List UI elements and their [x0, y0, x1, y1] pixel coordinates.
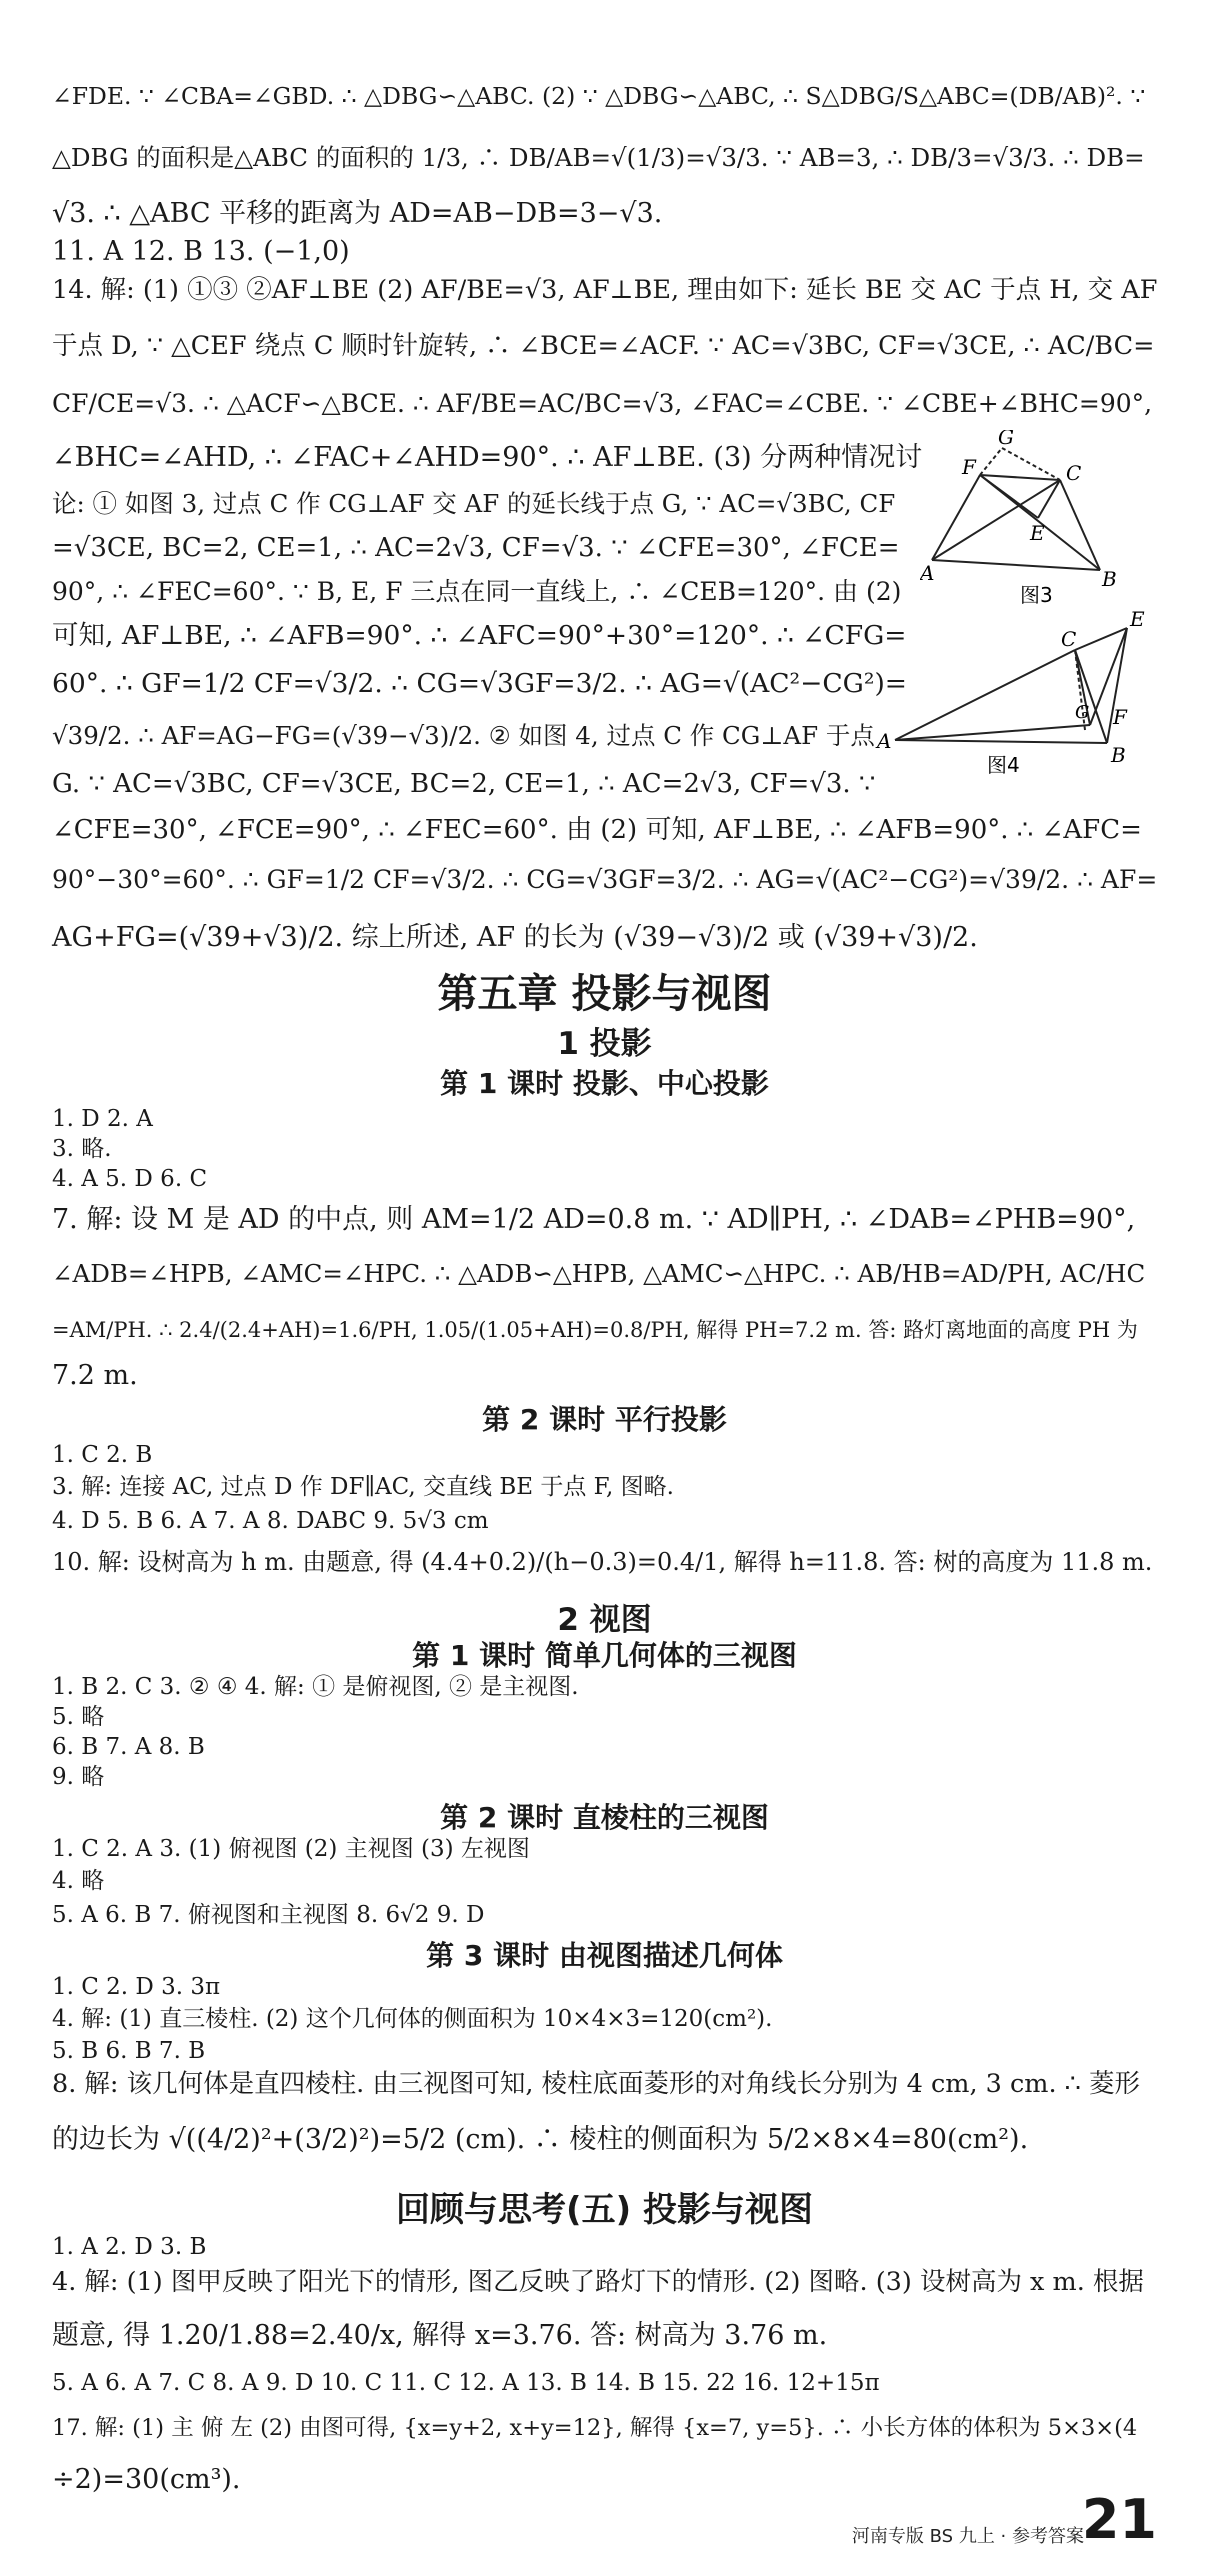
text-line: =√3CE, BC=2, CE=1, ∴ AC=2√3, CF=√3. ∵ ∠CFE=30°, ∠FCE= [52, 533, 900, 563]
chapter-title: 第五章 投影与视图 [437, 971, 772, 1017]
lesson-title: 第 3 课时 由视图描述几何体 [426, 1939, 783, 1972]
text-line: G. ∵ AC=√3BC, CF=√3CE, BC=2, CE=1, ∴ AC=2√3, CF=√3. ∵ [52, 769, 876, 799]
answer-line: 4. 略 [52, 1868, 105, 1894]
text-line: 于点 D, ∵ △CEF 绕点 C 顺时针旋转, ∴ ∠BCE=∠ACF. ∵ AC=√3BC, CF=√3CE, ∴ AC/BC= [52, 331, 1155, 361]
fig4-label-a: A [877, 729, 892, 753]
text-line: AG+FG=(√39+√3)/2. 综上所述, AF 的长为 (√39−√3)/2 或 (√39+√3)/2. [52, 922, 978, 953]
answer-line: 8. 解: 该几何体是直四棱柱. 由三视图可知, 棱柱底面菱形的对角线长分别为 4 cm, 3 cm. ∴ 菱形 [52, 2069, 1140, 2099]
answer-line: ÷2)=30(cm³). [52, 2464, 241, 2495]
answer-line: 7.2 m. [52, 1360, 138, 1391]
answer-line: 7. 解: 设 M 是 AD 的中点, 则 AM=1/2 AD=0.8 m. ∵ AD∥PH, ∴ ∠DAB=∠PHB=90°, [52, 1204, 1136, 1235]
fig4-label-f: F [1113, 705, 1127, 729]
section-title: 1 投影 [557, 1026, 652, 1062]
answer-line: 3. 解: 连接 AC, 过点 D 作 DF∥AC, 交直线 BE 于点 F, 图略. [52, 1474, 674, 1500]
figure-3 [920, 430, 1160, 610]
figure-4 [875, 600, 1165, 780]
text-line: ∠BHC=∠AHD, ∴ ∠FAC+∠AHD=90°. ∴ AF⊥BE. (3) 分两种情况讨 [52, 442, 923, 473]
text-line: ∠CFE=30°, ∠FCE=90°, ∴ ∠FEC=60°. 由 (2) 可知, AF⊥BE, ∴ ∠AFB=90°. ∴ ∠AFC= [52, 815, 1142, 845]
section-title: 2 视图 [557, 1602, 652, 1638]
text-line: 14. 解: (1) ①③ ②AF⊥BE (2) AF/BE=√3, AF⊥BE, 理由如下: 延长 BE 交 AC 于点 H, 交 AF [52, 275, 1158, 305]
answer-line: 的边长为 √((4/2)²+(3/2)²)=5/2 (cm). ∴ 棱柱的侧面积为 5/2×8×4=80(cm²). [52, 2124, 1029, 2155]
page-number: 21 [1081, 2488, 1157, 2551]
fig3-label-g: G [998, 430, 1014, 449]
fig3-label-e: E [1030, 521, 1045, 545]
answer-line: 1. B 2. C 3. ② ④ 4. 解: ① 是俯视图, ② 是主视图. [52, 1674, 579, 1700]
fig3-label-a: A [920, 561, 935, 585]
fig4-label-c: C [1061, 627, 1077, 651]
answer-line: 1. C 2. A 3. (1) 俯视图 (2) 主视图 (3) 左视图 [52, 1836, 530, 1862]
answer-line: 1. A 2. D 3. B [52, 2234, 207, 2260]
answer-line: 5. A 6. B 7. 俯视图和主视图 8. 6√2 9. D [52, 1902, 485, 1928]
answer-line: ∠ADB=∠HPB, ∠AMC=∠HPC. ∴ △ADB∽△HPB, △AMC∽△HPC. ∴ AB/HB=AD/PH, AC/HC [52, 1259, 1146, 1288]
answer-line: 1. C 2. D 3. 3π [52, 1974, 221, 2000]
text-line: CF/CE=√3. ∴ △ACF∽△BCE. ∴ AF/BE=AC/BC=√3, ∠FAC=∠CBE. ∵ ∠CBE+∠BHC=90°, [52, 389, 1153, 418]
answer-line: 5. 略 [52, 1704, 105, 1730]
answer-line: 4. 解: (1) 图甲反映了阳光下的情形, 图乙反映了路灯下的情形. (2) 图略. (3) 设树高为 x m. 根据 [52, 2267, 1144, 2297]
answer-line: 17. 解: (1) 主 俯 左 (2) 由图可得, {x=y+2, x+y=12}, 解得 {x=7, y=5}. ∴ 小长方体的体积为 5×3×(4 [52, 2415, 1138, 2441]
review-title: 回顾与思考(五) 投影与视图 [396, 2190, 813, 2230]
fig4-label-g: G [1075, 702, 1090, 723]
fig4-label-b: B [1111, 743, 1126, 767]
text-line: 90°, ∴ ∠FEC=60°. ∵ B, E, F 三点在同一直线上, ∴ ∠CEB=120°. 由 (2) [52, 577, 902, 606]
answer-line: 1. D 2. A [52, 1106, 153, 1132]
text-line: √3. ∴ △ABC 平移的距离为 AD=AB−DB=3−√3. [52, 198, 663, 229]
text-line: 90°−30°=60°. ∴ GF=1/2 CF=√3/2. ∴ CG=√3GF=3/2. ∴ AG=√(AC²−CG²)=√39/2. ∴ AF= [52, 865, 1158, 894]
lesson-title: 第 1 课时 简单几何体的三视图 [412, 1639, 797, 1672]
lesson-title: 第 2 课时 直棱柱的三视图 [440, 1801, 769, 1834]
fig4-caption: 图4 [987, 753, 1020, 777]
fig3-caption: 图3 [1020, 583, 1053, 607]
text-line: √39/2. ∴ AF=AG−FG=(√39−√3)/2. ② 如图 4, 过点 C 作 CG⊥AF 于点 [52, 721, 875, 750]
answer-line: 6. B 7. A 8. B [52, 1734, 205, 1760]
footer-note: 河南专版 BS 九上 · 参考答案 [851, 2526, 1084, 2547]
answer-line: 题意, 得 1.20/1.88=2.40/x, 解得 x=3.76. 答: 树高为 3.76 m. [52, 2320, 828, 2351]
answer-line: 3. 略. [52, 1136, 112, 1162]
lesson-title: 第 1 课时 投影、中心投影 [440, 1067, 769, 1100]
fig4-label-e: E [1130, 607, 1145, 631]
text-line: △DBG 的面积是△ABC 的面积的 1/3, ∴ DB/AB=√(1/3)=√3/3. ∵ AB=3, ∴ DB/3=√3/3. ∴ DB= [52, 143, 1145, 172]
answer-line: 1. C 2. B [52, 1442, 153, 1468]
text-line: 11. A 12. B 13. (−1,0) [52, 236, 350, 267]
answer-line: 9. 略 [52, 1764, 105, 1790]
answer-line: 4. D 5. B 6. A 7. A 8. DABC 9. 5√3 cm [52, 1508, 489, 1534]
text-line: ∠FDE. ∵ ∠CBA=∠GBD. ∴ △DBG∽△ABC. (2) ∵ △DBG∽△ABC, ∴ S△DBG/S△ABC=(DB/AB)². ∵ [52, 82, 1146, 110]
fig3-label-b: B [1102, 567, 1117, 591]
text-line: 论: ① 如图 3, 过点 C 作 CG⊥AF 交 AF 的延长线于点 G, ∵ AC=√3BC, CF [52, 489, 896, 518]
fig3-label-c: C [1066, 461, 1082, 485]
answer-line: 4. A 5. D 6. C [52, 1166, 208, 1192]
answer-line: 5. A 6. A 7. C 8. A 9. D 10. C 11. C 12. A 13. B 14. B 15. 22 16. 12+15π [52, 2370, 880, 2396]
text-line: 可知, AF⊥BE, ∴ ∠AFB=90°. ∴ ∠AFC=90°+30°=120°. ∴ ∠CFG= [52, 620, 907, 651]
text-line: 60°. ∴ GF=1/2 CF=√3/2. ∴ CG=√3GF=3/2. ∴ AG=√(AC²−CG²)= [52, 668, 907, 699]
lesson-title: 第 2 课时 平行投影 [482, 1403, 727, 1436]
answer-line: 5. B 6. B 7. B [52, 2038, 206, 2064]
fig3-label-f: F [962, 455, 976, 479]
answer-line: 10. 解: 设树高为 h m. 由题意, 得 (4.4+0.2)/(h−0.3)=0.4/1, 解得 h=11.8. 答: 树的高度为 11.8 m. [52, 1548, 1153, 1576]
answer-line: 4. 解: (1) 直三棱柱. (2) 这个几何体的侧面积为 10×4×3=120(cm²). [52, 2006, 773, 2032]
answer-line: =AM/PH. ∴ 2.4/(2.4+AH)=1.6/PH, 1.05/(1.05+AH)=0.8/PH, 解得 PH=7.2 m. 答: 路灯离地面的高度 PH 为 [52, 1318, 1138, 1342]
